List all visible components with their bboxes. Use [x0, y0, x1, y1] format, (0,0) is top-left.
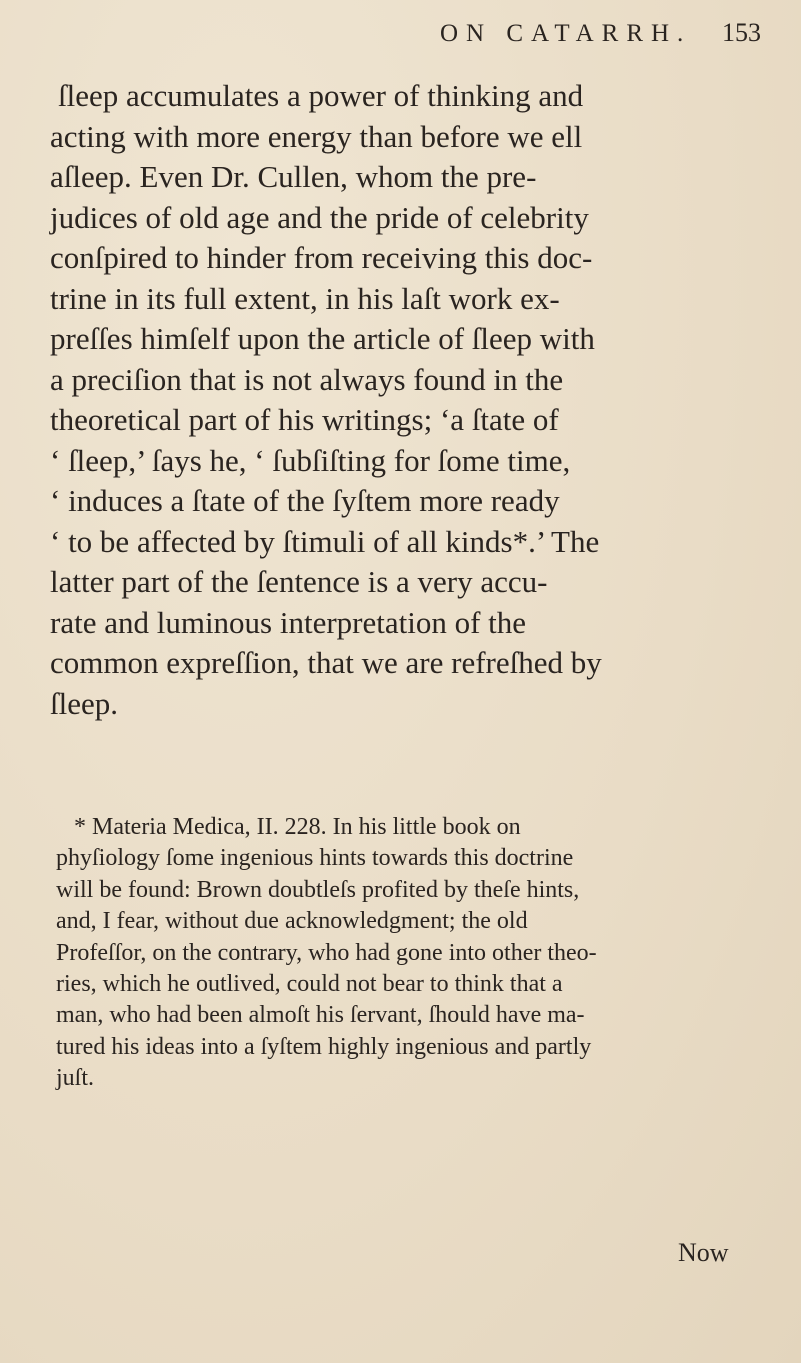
footnote-line: and, I fear, without due acknowledgment; the old: [56, 908, 528, 935]
page-number: 153: [722, 18, 761, 47]
catchword: Now: [678, 1238, 729, 1267]
body-line: ſleep accumulates a power of thinking and: [58, 78, 584, 113]
body-line: latter part of the ſentence is a very accu-: [50, 564, 548, 599]
footnote: [56, 812, 746, 1095]
body-line: common expreſſion, that we are refreſhed by: [50, 645, 602, 680]
footnote-line: tured his ideas into a ſyſtem highly ingenious and partly: [56, 1033, 592, 1060]
running-title: ON CATARRH.: [440, 20, 692, 47]
body-text: [40, 76, 750, 724]
footnote-line: Profeſſor, on the contrary, who had gone into other theo-: [56, 939, 597, 966]
body-line: aſleep. Even Dr. Cullen, whom the pre-: [50, 159, 537, 194]
footnote-line: man, who had been almoſt his ſervant, ſhould have ma-: [56, 1002, 585, 1029]
body-line: judices of old age and the pride of celebrity: [50, 199, 589, 235]
body-line: ſleep.: [50, 685, 118, 721]
body-line: acting with more energy than before we ell: [50, 118, 583, 154]
body-line: ‘ ſleep,’ ſays he, ‘ ſubſiſting for ſome time,: [50, 442, 571, 478]
body-line: preſſes himſelf upon the article of ſleep with: [50, 321, 595, 356]
footnote-line: ries, which he outlived, could not bear to think that a: [56, 971, 563, 998]
footnote-line: will be found: Brown doubtleſs profited by theſe hints,: [56, 876, 580, 903]
body-line: ‘ induces a ſtate of the ſyſtem more ready: [50, 483, 560, 518]
footnote-line: phyſiology ſome ingenious hints towards this doctrine: [56, 845, 574, 872]
body-line: conſpired to hinder from receiving this doc-: [50, 240, 593, 275]
footnote-line: * Materia Medica, II. 228. In his little book on: [74, 814, 521, 840]
body-line: a preciſion that is not always found in the: [50, 361, 564, 397]
body-line: rate and luminous interpretation of the: [50, 604, 527, 640]
body-line: trine in its full extent, in his laſt work ex-: [50, 280, 560, 316]
body-line: theoretical part of his writings; ‘a ſtate of: [50, 402, 559, 437]
body-line: ‘ to be affected by ſtimuli of all kinds*.’ The: [50, 523, 600, 559]
footnote-line: juſt.: [56, 1065, 95, 1092]
